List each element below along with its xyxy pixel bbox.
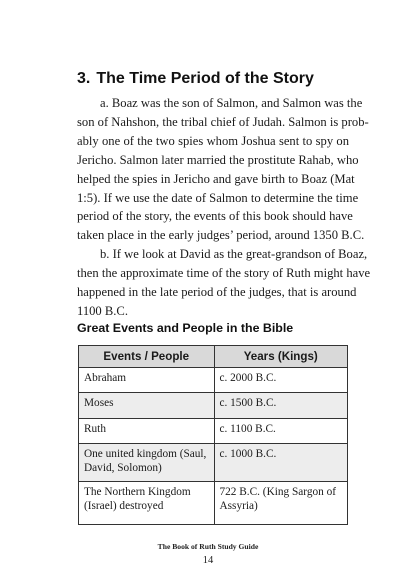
- paragraph-line: helped the spies in Jericho and gave birth to Boaz (Mat: [77, 171, 355, 186]
- paragraph-line: Jericho. Salmon later married the prostitute Rahab, who: [77, 152, 359, 167]
- paragraph-line: then the approximate time of the story of Ruth might have: [77, 266, 371, 281]
- table-cell-year: c. 1500 B.C.: [214, 393, 348, 419]
- paragraph-line: taken place in the early judges’ period, around 1350 B.C.: [77, 228, 365, 243]
- table-cell-year: c. 1000 B.C.: [214, 444, 348, 482]
- column-header-events: Events / People: [79, 346, 215, 368]
- table-cell-year: c. 1100 B.C.: [214, 419, 348, 444]
- table-cell-event: One united kingdom (Saul, David, Solomon): [79, 444, 215, 482]
- table-row: [79, 419, 348, 444]
- table-row: [79, 482, 348, 525]
- table-cell-year: c. 2000 B.C.: [214, 368, 348, 393]
- footer-book-title: The Book of Ruth Study Guide: [157, 542, 259, 551]
- table-cell-event: The Northern Kingdom (Israel) destroyed: [79, 482, 215, 525]
- events-table: [78, 345, 348, 525]
- table-cell-event: Moses: [79, 393, 215, 419]
- section-heading: [77, 70, 314, 88]
- paragraph-line: 1100 B.C.: [77, 303, 128, 318]
- paragraph-line: a. Boaz was the son of Salmon, and Salmon was the: [100, 96, 363, 110]
- paragraph-line: happened in the late period of the judges, that is around: [77, 285, 357, 300]
- page-number: 14: [202, 555, 214, 566]
- table-row: [79, 444, 348, 482]
- paragraph-line: son of Nahshon, the tribal chief of Judah. Salmon is prob-: [77, 114, 369, 129]
- table-header-row: [79, 346, 348, 368]
- table-row: [79, 393, 348, 419]
- table-cell-year: 722 B.C. (King Sargon of Assyria): [214, 482, 348, 525]
- table-title: Great Events and People in the Bible: [77, 321, 294, 335]
- body-paragraphs: [77, 94, 371, 321]
- section-number: 3.: [77, 70, 91, 87]
- paragraph-line: ably one of the two spies whom Joshua sent to spy on: [77, 133, 349, 148]
- table-cell-event: Abraham: [79, 368, 215, 393]
- table-row: [79, 368, 348, 393]
- section-title: The Time Period of the Story: [96, 70, 314, 87]
- paragraph-line: 1:5). If we use the date of Salmon to determine the time: [77, 190, 359, 205]
- table-cell-event: Ruth: [79, 419, 215, 444]
- paragraph-line: period of the story, the events of this book should have: [77, 209, 353, 224]
- paragraph-line: b. If we look at David as the great-grandson of Boaz,: [100, 247, 368, 262]
- column-header-years: Years (Kings): [214, 346, 348, 368]
